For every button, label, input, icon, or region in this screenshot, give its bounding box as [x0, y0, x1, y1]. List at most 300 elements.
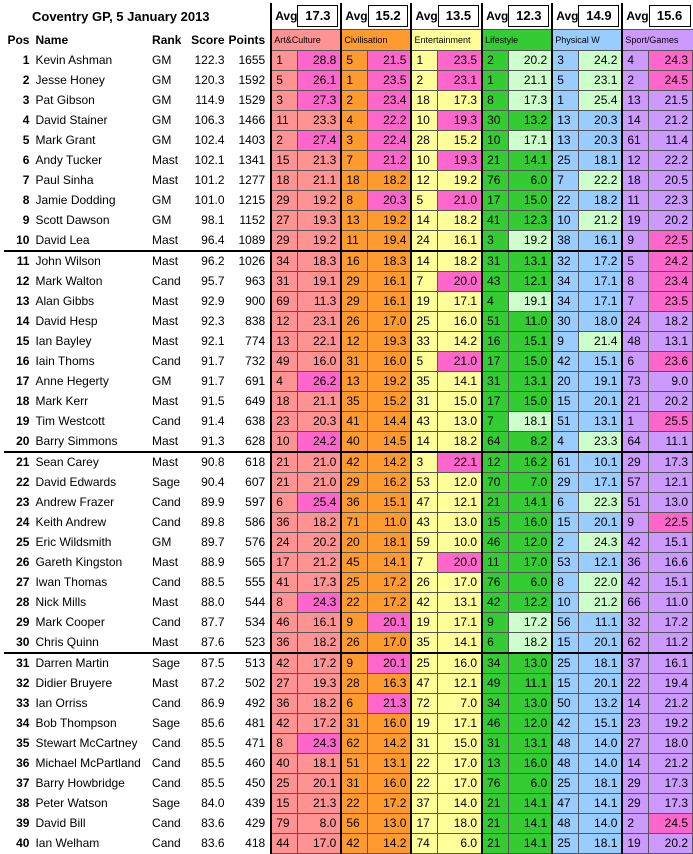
- category-rank: 7: [341, 151, 367, 171]
- category-score: 13.0: [649, 493, 693, 513]
- category-rank: 31: [482, 251, 508, 272]
- player-points: 1529: [238, 93, 266, 107]
- player-position: 28: [16, 595, 30, 609]
- category-header: Lifestyle: [482, 30, 552, 51]
- category-rank: 4: [341, 111, 367, 131]
- category-rank: 25: [271, 774, 297, 794]
- player-score: 96.2: [201, 254, 225, 269]
- category-rank: 66: [622, 593, 648, 613]
- category-avg-label: Avg: [622, 3, 648, 30]
- player-rank: Cand: [152, 495, 181, 509]
- player-points: 1466: [238, 113, 266, 127]
- player-score: 83.6: [201, 816, 225, 830]
- category-score: 15.2: [368, 392, 412, 412]
- player-rank: Cand: [152, 274, 181, 288]
- category-score: 20.1: [368, 653, 412, 674]
- category-rank: 42: [552, 352, 578, 372]
- category-rank: 26: [341, 312, 367, 332]
- player-rank: GM: [152, 535, 172, 549]
- category-rank: 29: [341, 473, 367, 493]
- category-score: 19.2: [368, 211, 412, 231]
- category-rank: 61: [552, 452, 578, 473]
- category-score: 20.2: [649, 834, 693, 854]
- category-score: 18.2: [508, 633, 552, 654]
- player-score: 85.5: [201, 756, 225, 770]
- category-avg-value: [508, 3, 552, 30]
- category-score: 16.0: [508, 513, 552, 533]
- category-rank: 15: [271, 794, 297, 814]
- category-rank: 10: [411, 151, 437, 171]
- player-points: 429: [245, 816, 266, 830]
- category-score: 22.2: [368, 111, 412, 131]
- category-score: 11.0: [649, 593, 693, 613]
- category-score: 12.0: [508, 533, 552, 553]
- table-row: [4, 151, 693, 171]
- player-name: David Hesp: [35, 314, 98, 328]
- player-rank: GM: [152, 53, 172, 67]
- player-rank: Mast: [152, 334, 179, 348]
- player-position: 4: [22, 113, 30, 127]
- category-rank: 1: [552, 91, 578, 111]
- category-score: 17.0: [297, 834, 341, 854]
- category-score: 19.2: [438, 171, 482, 191]
- category-score: 24.3: [649, 51, 693, 71]
- category-score: 23.1: [578, 71, 622, 91]
- category-rank: 24: [411, 231, 437, 252]
- category-score: 11.1: [578, 613, 622, 633]
- category-score: 20.0: [438, 553, 482, 573]
- player-points: 1215: [238, 193, 266, 207]
- category-avg-box: 14.9: [578, 5, 619, 27]
- category-rank: 37: [622, 653, 648, 674]
- category-rank: 22: [411, 754, 437, 774]
- category-rank: 14: [622, 754, 648, 774]
- player-score: 86.9: [201, 696, 225, 710]
- table-row: [4, 412, 693, 432]
- category-rank: 22: [552, 191, 578, 211]
- category-rank: 43: [411, 412, 437, 432]
- category-rank: 36: [271, 633, 297, 654]
- category-rank: 31: [411, 734, 437, 754]
- category-score: 7.0: [508, 473, 552, 493]
- category-score: 16.0: [297, 352, 341, 372]
- player-name: David Bill: [35, 816, 86, 830]
- player-rank: GM: [152, 213, 172, 227]
- category-rank: 53: [411, 473, 437, 493]
- player-name: Keith Andrew: [35, 515, 107, 529]
- category-score: 14.2: [368, 452, 412, 473]
- category-rank: 42: [482, 593, 508, 613]
- category-rank: 2: [552, 533, 578, 553]
- category-score: 13.0: [508, 653, 552, 674]
- player-name: Iwan Thomas: [35, 575, 108, 589]
- category-rank: 41: [341, 412, 367, 432]
- category-avg-value: [297, 3, 341, 30]
- category-rank: 47: [411, 674, 437, 694]
- player-name: David Lea: [33, 231, 150, 252]
- category-rank: 2: [622, 814, 648, 834]
- player-score: 83.6: [201, 836, 225, 850]
- player-points: 649: [245, 394, 266, 408]
- category-score: 20.1: [297, 774, 341, 794]
- category-rank: 14: [622, 694, 648, 714]
- category-rank: 35: [341, 392, 367, 412]
- category-score: 14.0: [578, 814, 622, 834]
- category-rank: 25: [552, 653, 578, 674]
- category-score: 16.1: [368, 292, 412, 312]
- category-score: 12.1: [649, 473, 693, 493]
- category-score: 17.2: [578, 251, 622, 272]
- category-score: 18.1: [508, 412, 552, 432]
- category-rank: 15: [482, 513, 508, 533]
- category-rank: 2: [341, 91, 367, 111]
- category-score: 22.5: [649, 231, 693, 252]
- player-rank: Mast: [152, 173, 179, 187]
- category-rank: 5: [411, 352, 437, 372]
- category-header: Civilisation: [341, 30, 411, 51]
- player-position: 12: [16, 274, 30, 288]
- category-score: 13.1: [508, 734, 552, 754]
- category-avg-box: 12.3: [508, 5, 549, 27]
- category-score: 18.0: [578, 312, 622, 332]
- player-rank: Cand: [152, 414, 181, 428]
- category-score: 14.0: [578, 734, 622, 754]
- category-rank: 48: [552, 814, 578, 834]
- category-score: 19.3: [438, 111, 482, 131]
- category-score: 18.1: [578, 834, 622, 854]
- player-points: 838: [245, 314, 266, 328]
- category-rank: 21: [482, 493, 508, 513]
- player-name: Alan Gibbs: [35, 294, 95, 308]
- table-row: [4, 312, 693, 332]
- category-rank: 44: [271, 834, 297, 854]
- category-rank: 9: [622, 231, 648, 252]
- category-score: 21.1: [297, 392, 341, 412]
- category-rank: 50: [552, 694, 578, 714]
- category-score: 25.5: [649, 412, 693, 432]
- table-row: [4, 814, 693, 834]
- category-score: 17.1: [508, 131, 552, 151]
- category-rank: 11: [271, 111, 297, 131]
- player-name: Kevin Ashman: [35, 53, 113, 67]
- category-score: 13.1: [578, 412, 622, 432]
- player-name: Andrew Frazer: [35, 495, 115, 509]
- category-score: 20.1: [578, 513, 622, 533]
- category-rank: 4: [552, 432, 578, 453]
- player-position: 40: [16, 836, 30, 850]
- category-score: 14.2: [368, 834, 412, 854]
- category-rank: 49: [271, 352, 297, 372]
- player-rank: Mast: [152, 595, 179, 609]
- header-name: Name: [35, 33, 69, 47]
- category-score: 20.1: [578, 392, 622, 412]
- category-score: 21.1: [297, 171, 341, 191]
- category-score: 11.4: [649, 131, 693, 151]
- category-score: 17.2: [368, 573, 412, 593]
- category-rank: 20: [341, 533, 367, 553]
- player-position: 16: [16, 354, 30, 368]
- category-avg-value: [368, 3, 412, 30]
- category-score: 16.6: [649, 553, 693, 573]
- category-rank: 70: [482, 473, 508, 493]
- player-position: 17: [16, 374, 30, 388]
- category-score: 8.0: [297, 814, 341, 834]
- category-score: 16.0: [438, 312, 482, 332]
- category-score: 22.3: [578, 493, 622, 513]
- player-name: Eric Wildsmith: [35, 535, 112, 549]
- player-points: 597: [245, 495, 266, 509]
- category-score: 19.2: [297, 231, 341, 252]
- category-rank: 56: [552, 613, 578, 633]
- category-score: 16.3: [368, 674, 412, 694]
- category-rank: 1: [622, 412, 648, 432]
- player-points: 544: [245, 595, 266, 609]
- player-score: 96.4: [187, 231, 228, 252]
- category-rank: 8: [271, 593, 297, 613]
- player-points: 1341: [238, 153, 266, 167]
- category-rank: 29: [622, 452, 648, 473]
- category-avg-box: 13.5: [438, 5, 479, 27]
- category-score: 17.3: [438, 91, 482, 111]
- category-score: 17.2: [297, 714, 341, 734]
- category-rank: 45: [341, 553, 367, 573]
- category-score: 10.1: [578, 452, 622, 473]
- category-rank: 42: [552, 714, 578, 734]
- category-rank: 5: [271, 71, 297, 91]
- category-rank: 57: [622, 473, 648, 493]
- player-rank: Mast: [150, 231, 187, 252]
- table-row: [4, 171, 693, 191]
- player-points: 555: [245, 575, 266, 589]
- category-rank: 11: [341, 231, 367, 252]
- table-row: [4, 392, 693, 412]
- category-score: 16.2: [508, 452, 552, 473]
- table-row: [4, 111, 693, 131]
- category-score: 17.3: [649, 452, 693, 473]
- category-score: 16.0: [368, 714, 412, 734]
- category-rank: 56: [341, 814, 367, 834]
- category-rank: 18: [622, 171, 648, 191]
- player-position: 5: [22, 133, 30, 147]
- category-rank: 71: [341, 513, 367, 533]
- category-rank: 27: [271, 674, 297, 694]
- category-score: 23.3: [578, 432, 622, 453]
- category-score: 8.2: [508, 432, 552, 453]
- category-rank: 4: [271, 372, 297, 392]
- player-rank: Mast: [152, 153, 179, 167]
- player-rank: Cand: [152, 615, 181, 629]
- category-rank: 7: [411, 272, 437, 292]
- category-rank: 27: [622, 734, 648, 754]
- category-score: 17.2: [368, 794, 412, 814]
- category-score: 15.0: [438, 392, 482, 412]
- category-score: 15.1: [649, 573, 693, 593]
- category-rank: 35: [411, 372, 437, 392]
- category-rank: 1: [411, 51, 437, 71]
- category-rank: 51: [341, 754, 367, 774]
- category-rank: 4: [622, 51, 648, 71]
- player-name: Mark Walton: [35, 274, 103, 288]
- category-rank: 19: [411, 714, 437, 734]
- category-score: 14.0: [578, 754, 622, 774]
- category-rank: 19: [411, 292, 437, 312]
- category-score: 16.1: [297, 613, 341, 633]
- category-score: 20.2: [649, 392, 693, 412]
- category-rank: 36: [341, 493, 367, 513]
- category-score: 26.2: [297, 372, 341, 392]
- category-score: 12.0: [508, 714, 552, 734]
- category-score: 13.0: [508, 694, 552, 714]
- category-rank: 22: [341, 794, 367, 814]
- category-score: 14.1: [508, 814, 552, 834]
- category-rank: 38: [552, 231, 578, 252]
- category-rank: 34: [552, 272, 578, 292]
- player-position: 30: [4, 633, 33, 654]
- category-rank: 34: [482, 694, 508, 714]
- player-points: 492: [245, 696, 266, 710]
- category-rank: 25: [411, 312, 437, 332]
- player-points: 618: [245, 455, 266, 470]
- category-score: 16.1: [368, 272, 412, 292]
- category-score: 22.2: [578, 171, 622, 191]
- table-row: [4, 231, 693, 252]
- category-score: 15.1: [578, 352, 622, 372]
- category-rank: 5: [341, 51, 367, 71]
- category-score: 18.2: [297, 633, 341, 654]
- player-rank: GM: [152, 113, 172, 127]
- category-rank: 48: [552, 754, 578, 774]
- category-score: 18.2: [438, 211, 482, 231]
- player-score: 87.5: [201, 656, 225, 671]
- category-score: 21.2: [649, 754, 693, 774]
- player-score: 85.6: [201, 716, 225, 730]
- player-name: Nick Mills: [35, 595, 87, 609]
- category-score: 18.2: [438, 251, 482, 272]
- category-score: 21.3: [297, 794, 341, 814]
- category-score: 20.3: [368, 191, 412, 211]
- category-score: 22.2: [649, 151, 693, 171]
- category-score: 17.1: [438, 613, 482, 633]
- category-score: 14.1: [438, 372, 482, 392]
- category-score: 19.1: [297, 272, 341, 292]
- category-score: 21.3: [297, 151, 341, 171]
- player-score: 90.4: [201, 475, 225, 489]
- category-score: 20.1: [578, 674, 622, 694]
- category-rank: 17: [411, 814, 437, 834]
- category-rank: 10: [271, 432, 297, 453]
- category-score: 20.1: [368, 613, 412, 633]
- player-position: 6: [22, 153, 30, 167]
- category-score: 18.2: [578, 191, 622, 211]
- player-name: Peter Watson: [35, 796, 108, 810]
- table-row: [4, 573, 693, 593]
- category-rank: 26: [341, 633, 367, 654]
- table-row: [4, 211, 693, 231]
- player-rank: GM: [152, 374, 172, 388]
- player-position: 35: [16, 736, 30, 750]
- category-rank: 15: [552, 674, 578, 694]
- category-rank: 1: [482, 71, 508, 91]
- category-score: 13.1: [438, 593, 482, 613]
- category-score: 14.2: [368, 734, 412, 754]
- category-score: 19.1: [578, 372, 622, 392]
- table-row: [4, 774, 693, 794]
- category-score: 15.2: [438, 131, 482, 151]
- player-points: 534: [245, 615, 266, 629]
- player-score: 85.5: [201, 736, 225, 750]
- category-score: 21.3: [368, 694, 412, 714]
- category-score: 14.1: [578, 794, 622, 814]
- category-rank: 73: [622, 372, 648, 392]
- category-score: 20.3: [578, 131, 622, 151]
- category-score: 14.2: [438, 332, 482, 352]
- player-score: 87.6: [187, 633, 228, 654]
- category-rank: 13: [482, 754, 508, 774]
- player-position: 13: [16, 294, 30, 308]
- player-rank: Mast: [150, 432, 187, 453]
- category-score: 21.1: [508, 71, 552, 91]
- category-score: 25.4: [578, 91, 622, 111]
- category-rank: 18: [271, 392, 297, 412]
- player-name: Jesse Honey: [35, 73, 105, 87]
- player-score: 114.9: [195, 93, 225, 107]
- category-rank: 31: [271, 272, 297, 292]
- category-score: 16.1: [578, 231, 622, 252]
- category-score: 16.0: [368, 352, 412, 372]
- category-avg-value: [649, 3, 693, 30]
- player-position: 38: [16, 796, 30, 810]
- category-score: 20.1: [578, 633, 622, 654]
- category-score: 15.1: [508, 332, 552, 352]
- category-score: 9.0: [649, 372, 693, 392]
- category-rank: 10: [552, 211, 578, 231]
- player-score: 102.1: [194, 153, 225, 167]
- player-score: 84.0: [201, 796, 225, 810]
- player-rank: Cand: [152, 515, 181, 529]
- category-rank: 28: [341, 674, 367, 694]
- category-score: 19.2: [297, 191, 341, 211]
- category-score: 20.2: [508, 51, 552, 71]
- category-rank: 47: [552, 794, 578, 814]
- category-rank: 29: [341, 272, 367, 292]
- category-score: 13.0: [368, 814, 412, 834]
- category-score: 14.1: [368, 553, 412, 573]
- page-title: Coventry GP, 5 January 2013: [32, 8, 210, 24]
- category-rank: 13: [341, 211, 367, 231]
- category-rank: 25: [341, 573, 367, 593]
- category-rank: 35: [411, 633, 437, 654]
- player-points: 513: [245, 656, 266, 671]
- player-score: 101.0: [194, 193, 225, 207]
- player-points: 439: [245, 796, 266, 810]
- category-score: 15.0: [438, 734, 482, 754]
- category-score: 20.2: [297, 533, 341, 553]
- category-rank: 7: [622, 292, 648, 312]
- table-row: [4, 91, 693, 111]
- category-score: 12.1: [508, 272, 552, 292]
- player-points: 450: [245, 776, 266, 790]
- category-rank: 47: [411, 493, 437, 513]
- category-score: 19.3: [438, 151, 482, 171]
- category-score: 17.0: [368, 633, 412, 654]
- category-score: 18.0: [438, 814, 482, 834]
- category-rank: 1: [271, 51, 297, 71]
- player-position: 22: [16, 475, 30, 489]
- category-rank: 6: [271, 493, 297, 513]
- category-rank: 42: [271, 714, 297, 734]
- category-score: 7.0: [438, 694, 482, 714]
- category-rank: 24: [271, 533, 297, 553]
